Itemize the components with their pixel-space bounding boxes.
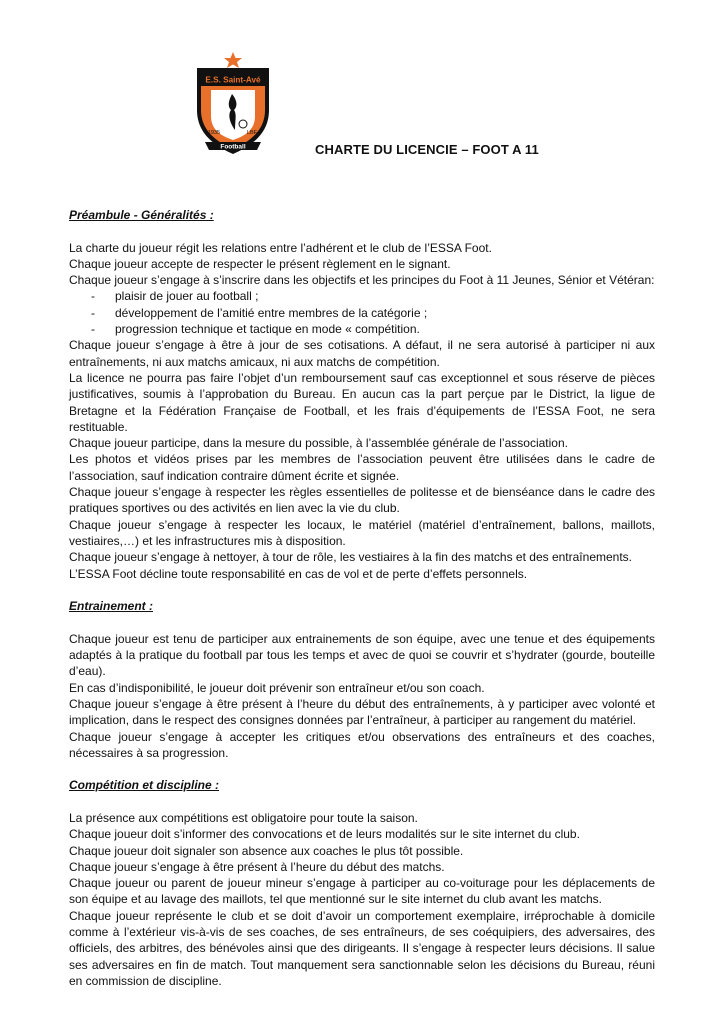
- paragraph: L’ESSA Foot décline toute responsabilité en cas de vol et de perte d’effets personnels.: [69, 566, 528, 581]
- club-logo: [191, 50, 275, 160]
- logo-club-name: E.S. Saint-Avé: [205, 75, 261, 85]
- paragraph: Chaque joueur s’engage à s’inscrire dans les objectifs et les principes du Foot à 11 Jeunes, Sénior et Vétéran:: [69, 273, 655, 288]
- paragraph: La charte du joueur régit les relations entre l’adhérent et le club de l’ESSA Foot.: [69, 240, 492, 255]
- list-item: - développement de l’amitié entre membres de la catégorie ;: [91, 305, 428, 320]
- paragraph: Chaque joueur s’engage à respecter les règles essentielles de politesse et de bienséance dans le cadre des pratiques sportives ou des activités en lien avec la vie du club.: [69, 485, 655, 516]
- paragraph: En cas d’indisponibilité, le joueur doit prévenir son entraîneur et/ou son coach.: [69, 680, 485, 695]
- paragraph: Chaque joueur est tenu de participer aux entrainements de son équipe, avec une tenue et des équipements adaptés à la pratique du football par tous les temps et avec de quoi se couvrir et s’hydrater (gourde, bouteille d’eau).: [69, 631, 655, 679]
- list-item-text: développement de l’amitié entre membres de la catégorie ;: [115, 305, 428, 320]
- paragraph: Chaque joueur s’engage à être présent à l’heure du début des entraînements, à y participer avec volonté et implication, dans le respect des consignes données par l’entraîneur, à participer au rangement du matériel.: [69, 696, 655, 728]
- paragraph: Chaque joueur s’engage à accepter les critiques et/ou observations des entraîneurs et des coaches, nécessaires à sa progression.: [69, 729, 655, 760]
- document-body: [69, 207, 655, 989]
- list-item: - plaisir de jouer au football ;: [91, 289, 259, 304]
- section-heading-preambule: Préambule - Généralités :: [69, 208, 214, 222]
- club-crest-icon: [191, 50, 275, 160]
- page-title: CHARTE DU LICENCIE – FOOT A 11: [315, 142, 539, 157]
- paragraph: Chaque joueur ou parent de joueur mineur s’engage à participer au co-voiturage pour les déplacements de son équipe et au lavage des maillots, tel que mentionné sur le site internet du club avant les matchs.: [69, 876, 655, 907]
- list-item-text: progression technique et tactique en mode « compétition.: [115, 322, 420, 337]
- paragraph: Chaque joueur s’engage à être présent à l’heure du début des matchs.: [69, 859, 445, 874]
- paragraph: Chaque joueur s’engage à respecter les locaux, le matériel (matériel d’entraînement, ballons, maillots, vestiaires,…) et les infrastructures mis à disposition.: [69, 517, 655, 548]
- objectives-list: [69, 288, 655, 337]
- paragraph: Chaque joueur s’engage à nettoyer, à tour de rôle, les vestiaires à la fin des matchs et des entraînements.: [69, 550, 632, 565]
- paragraph: Chaque joueur participe, dans la mesure du possible, à l’assemblée générale de l’association.: [69, 436, 568, 451]
- paragraph: La présence aux compétitions est obligatoire pour toute la saison.: [69, 810, 418, 825]
- paragraph: Chaque joueur s’engage à être à jour de ses cotisations. A défaut, il ne sera autorisé à participer ni aux entraînements, ni aux matchs amicaux, ni aux matchs de compétition.: [69, 338, 655, 369]
- paragraph: Chaque joueur doit s’informer des convocations et de leurs modalités sur le site internet du club.: [69, 827, 580, 842]
- paragraph: Chaque joueur accepte de respecter le présent règlement en le signant.: [69, 256, 451, 271]
- logo-year-right: LBF: [246, 130, 258, 136]
- paragraph: Chaque joueur doit signaler son absence aux coaches le plus tôt possible.: [69, 843, 464, 858]
- logo-ribbon-text: Football: [220, 143, 246, 151]
- section-heading-entrainement: Entrainement :: [69, 599, 154, 614]
- paragraph: Chaque joueur représente le club et se doit d’avoir un comportement exemplaire, irréprochable à domicile comme à l’extérieur vis-à-vis de ses coaches, de ses entraîneurs, de ses coéquipiers, des adversaires, des officiels, des arbitres, des bénévoles ainsi que des dirigeants. Il s’engage à respecter leurs décisions. Il salue ses adversaires en fin de match. Tout manquement sera sanctionnable selon les décisions du Bureau, réuni en commission de discipline.: [69, 908, 655, 988]
- logo-year-left: 1935: [207, 130, 221, 136]
- list-item: - progression technique et tactique en mode « compétition.: [91, 322, 420, 337]
- section-heading-competition: Compétition et discipline :: [69, 778, 220, 793]
- paragraph: La licence ne pourra pas faire l’objet d’un remboursement sauf cas exceptionnel et sous réserve de pièces justificatives, soumis à l’approbation du Bureau. En aucun cas la part perçue par le District, la ligue de Bretagne et la Fédération Française de Football, et les frais d’équipements de l’ESSA Foot, ne sera restituable.: [69, 370, 655, 434]
- list-item-text: plaisir de jouer au football ;: [115, 289, 259, 304]
- paragraph: Les photos et vidéos prises par les membres de l’association peuvent être utilisées dans le cadre de l’association, sauf indication contraire dûment écrite et signée.: [69, 452, 655, 483]
